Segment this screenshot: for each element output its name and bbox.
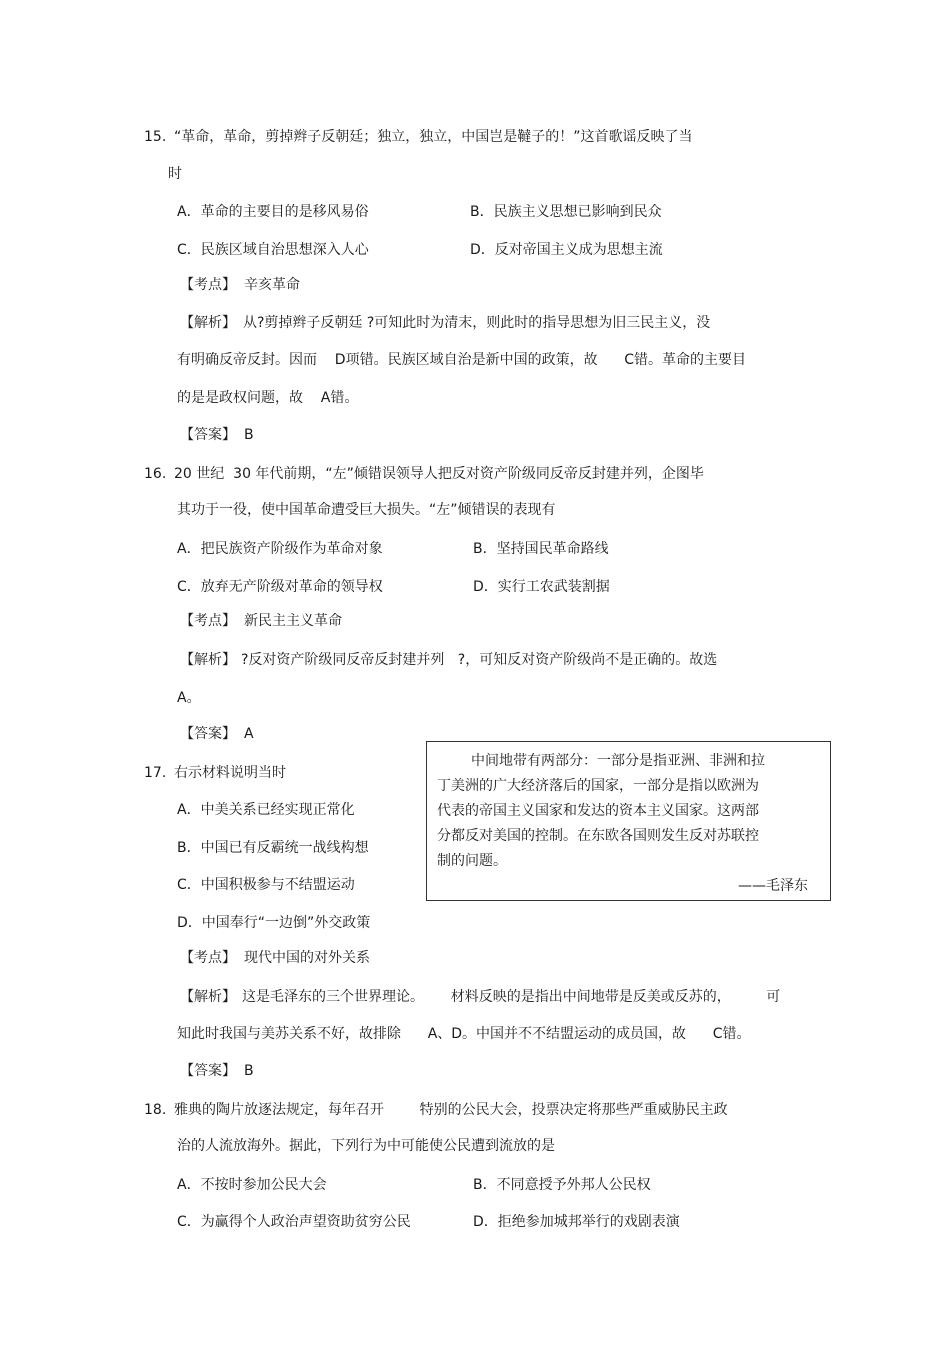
q16-stem-line1: 20 世纪 30 年代前期，“左”倾错误领导人把反对资产阶级同反帝反封建并列，企图毕 [174, 466, 704, 482]
q17-number: 17. [144, 765, 167, 781]
q15-analysis-label: 【解析】 [180, 315, 236, 331]
q15-answer: B [244, 427, 254, 443]
q17-answer-label: 【答案】 [180, 1063, 236, 1079]
q16-analysis-line1: ?反对资产阶级同反帝反封建并列 ?，可知反对资产阶级尚不是正确的。故选 [241, 652, 718, 668]
q15-option-a: A．革命的主要目的是移风易俗 [177, 204, 369, 220]
q18-stem-line1: 雅典的陶片放逐法规定，每年召开 特别的公民大会，投票决定将那些严重威胁民主政 [174, 1102, 728, 1118]
material-line4: 分都反对美国的控制。在东欧各国则发生反对苏联控 [437, 828, 759, 844]
material-box [426, 741, 831, 901]
material-line3: 代表的帝国主义国家和发达的资本主义国家。这两部 [437, 803, 759, 819]
q18-number: 18. [144, 1102, 167, 1118]
q16-answer-label: 【答案】 [180, 726, 236, 742]
q17-point: 现代中国的对外关系 [244, 950, 370, 966]
q18-option-b: B．不同意授予外邦人公民权 [473, 1177, 651, 1193]
q17-analysis-line2: 知此时我国与美苏关系不好，故排除 A、D。中国并不不结盟运动的成员国，故 C错。 [177, 1026, 751, 1042]
q16-analysis-line2: A。 [177, 690, 201, 706]
q15-analysis-line2: 有明确反帝反封。因而 D项错。民族区域自治是新中国的政策，故 C错。革命的主要目 [177, 352, 747, 368]
material-line5: 制的问题。 [437, 853, 507, 869]
q15-stem-line2: 时 [168, 166, 182, 182]
q16-number: 16. [144, 466, 167, 482]
q17-option-c: C．中国积极参与不结盟运动 [177, 877, 355, 893]
q15-analysis-line1: 从?剪掉辫子反朝廷 ?可知此时为清末，则此时的指导思想为旧三民主义，没 [243, 315, 711, 331]
q18-option-d: D．拒绝参加城邦举行的戏剧表演 [473, 1214, 680, 1230]
q15-number: 15. [144, 129, 167, 145]
q18-stem-line2: 治的人流放海外。据此，下列行为中可能使公民遭到流放的是 [177, 1138, 555, 1154]
q18-option-a: A．不按时参加公民大会 [177, 1177, 327, 1193]
q15-stem-line1: “革命，革命，剪掉辫子反朝廷；独立，独立，中国岂是韃子的！”这首歌谣反映了当 [174, 129, 693, 145]
q17-answer: B [244, 1063, 254, 1079]
q17-option-b: B．中国已有反霸统一战线构想 [177, 840, 369, 856]
material-line2: 丁美洲的广大经济落后的国家，一部分是指以欧洲为 [437, 778, 759, 794]
material-source: ——毛泽东 [738, 878, 808, 894]
q17-stem: 右示材料说明当时 [174, 765, 286, 781]
q17-analysis-line1: 这是毛泽东的三个世界理论。 材料反映的是指出中间地带是反美或反苏的， 可 [242, 989, 781, 1005]
q16-answer: A [244, 726, 254, 742]
q16-option-a: A．把民族资产阶级作为革命对象 [177, 541, 383, 557]
q15-point: 辛亥革命 [244, 277, 300, 293]
q15-analysis-line3: 的是是政权问题，故 A错。 [177, 390, 359, 406]
q16-option-b: B．坚持国民革命路线 [473, 541, 609, 557]
q17-analysis-label: 【解析】 [180, 989, 236, 1005]
q16-point-label: 【考点】 [180, 613, 236, 629]
q15-answer-label: 【答案】 [180, 427, 236, 443]
q18-option-c: C．为赢得个人政治声望资助贫穷公民 [177, 1214, 411, 1230]
q16-analysis-label: 【解析】 [180, 652, 236, 668]
material-line1: 中间地带有两部分：一部分是指亚洲、非洲和拉 [471, 753, 765, 769]
q16-point: 新民主主义革命 [244, 613, 342, 629]
q17-option-a: A．中美关系已经实现正常化 [177, 802, 355, 818]
q15-point-label: 【考点】 [180, 277, 236, 293]
q15-option-d: D．反对帝国主义成为思想主流 [470, 242, 663, 258]
q16-option-c: C．放弃无产阶级对革命的领导权 [177, 579, 383, 595]
q15-option-c: C．民族区域自治思想深入人心 [177, 242, 369, 258]
q15-option-b: B．民族主义思想已影响到民众 [470, 204, 662, 220]
q16-option-d: D．实行工农武装割据 [473, 579, 610, 595]
q17-option-d: D．中国奉行“一边倒”外交政策 [177, 915, 371, 931]
q16-stem-line2: 其功于一役，使中国革命遭受巨大损失。“左”倾错误的表现有 [177, 502, 556, 518]
q17-point-label: 【考点】 [180, 950, 236, 966]
